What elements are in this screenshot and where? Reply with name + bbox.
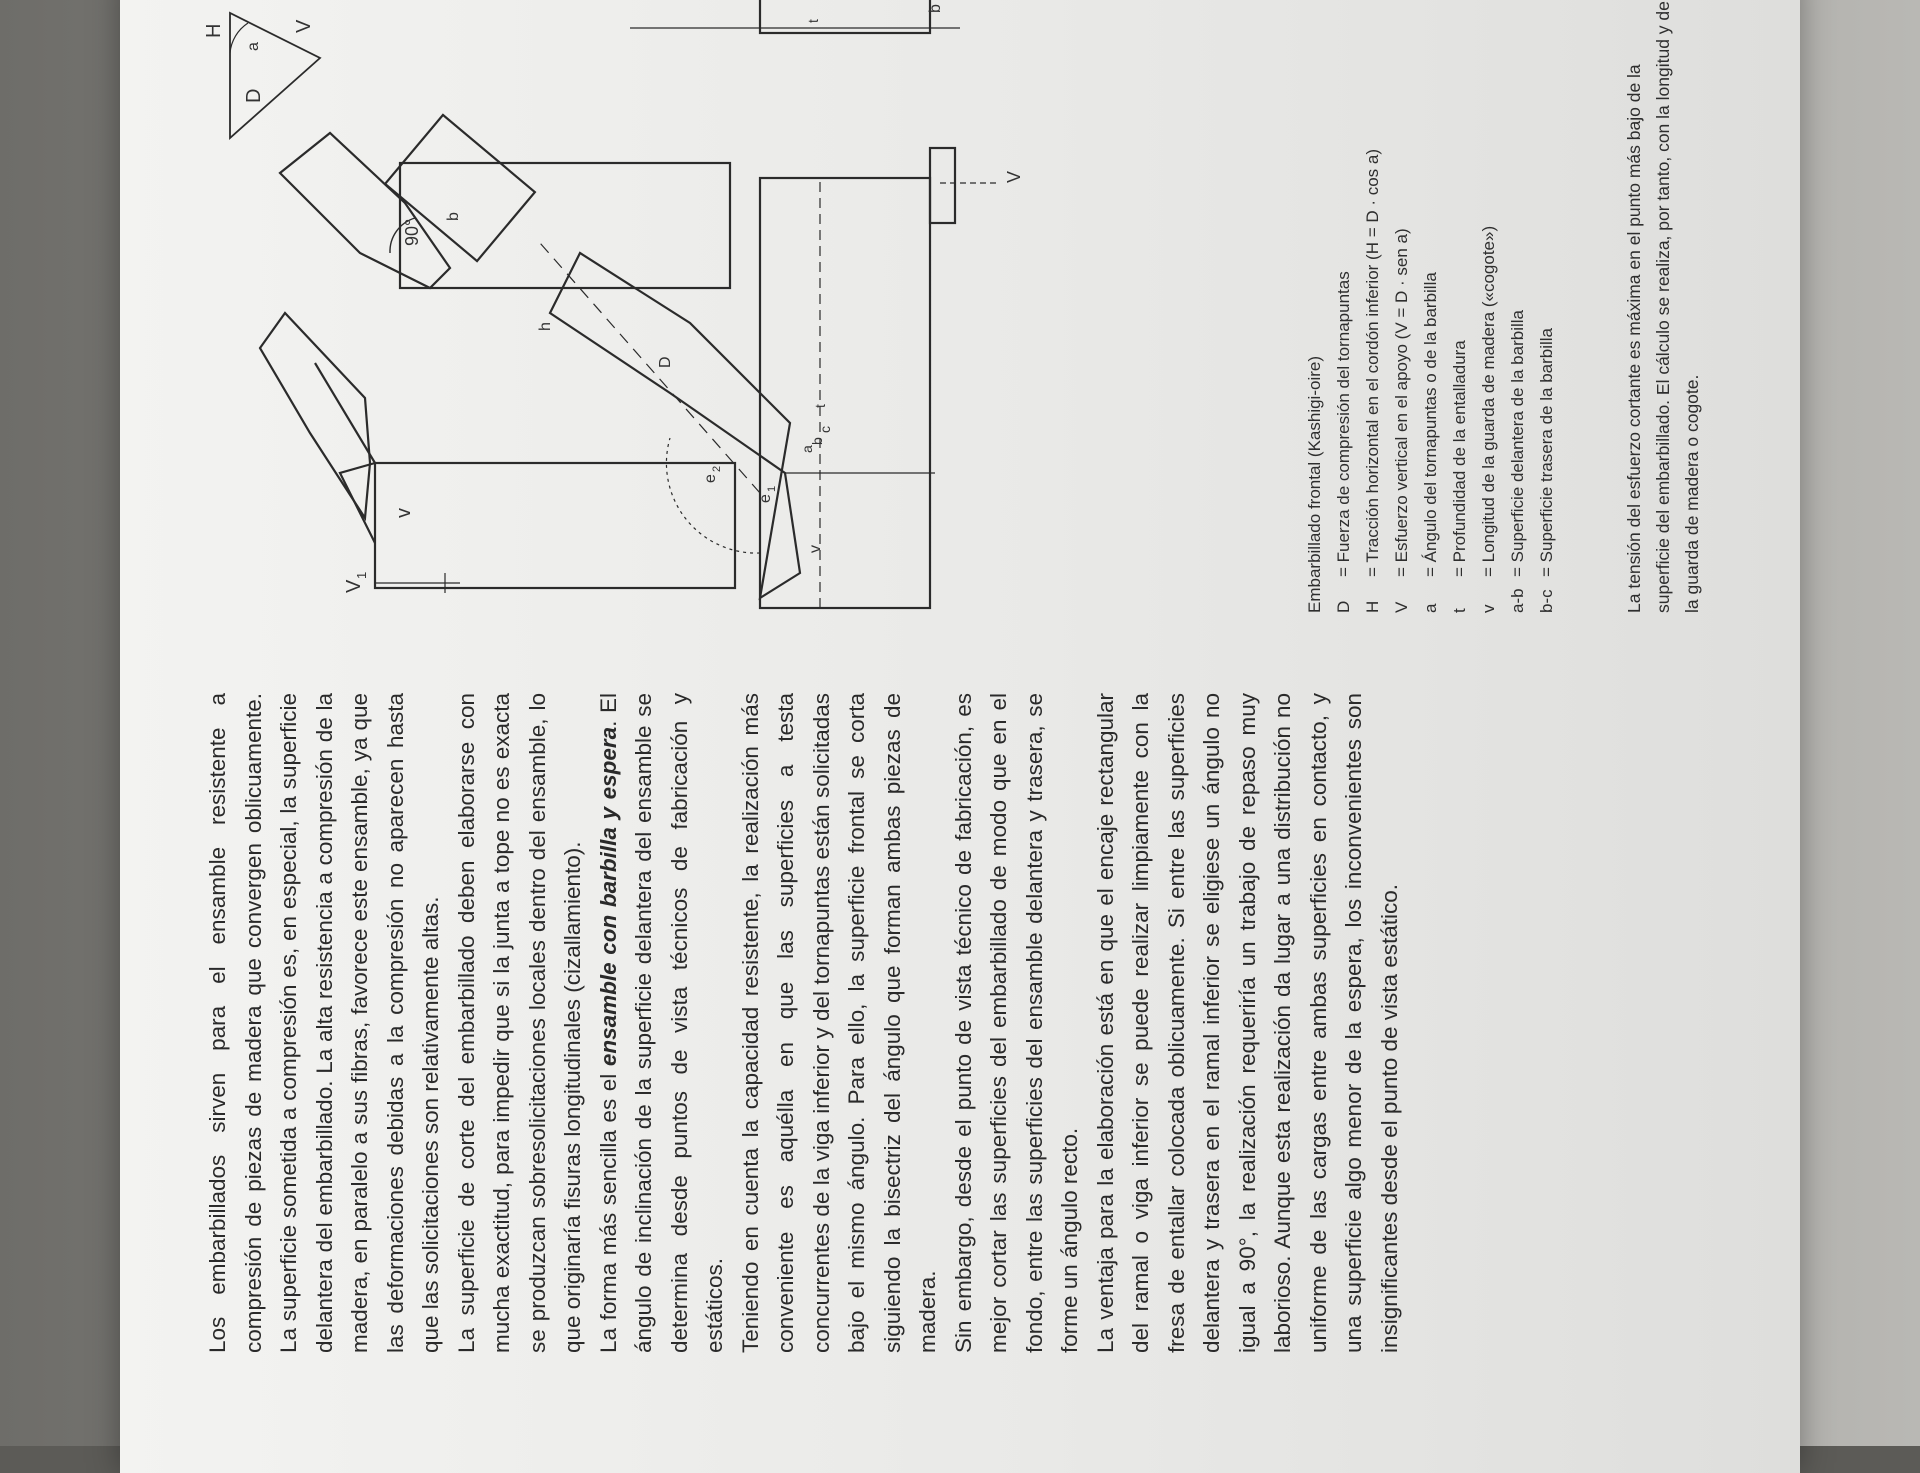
label-e2: e	[702, 474, 719, 483]
paragraph-2: La superficie de corte del embarbillado deben elaborarse con mucha exactitud, para impedir que si la junta a tope no es exacta se produzcan sobresolicitaciones locales dentro del ensamble, lo que originaría fisuras longitudinales (cizallamiento).	[453, 693, 585, 1353]
legend-symbol: D	[1334, 600, 1353, 613]
label-point-a: a	[799, 445, 815, 453]
label-v: v	[393, 508, 415, 518]
legend-text: = Superficie delantera de la barbilla	[1508, 310, 1527, 577]
book-page	[120, 0, 1800, 1473]
footnote: La tensión del esfuerzo cortante es máxima en el punto más bajo de la superficie del embarbillado. El cálculo se realiza, por tanto, con la longitud y de la guarda de madera o cogote.	[1624, 1, 1702, 613]
legend-text: = Tracción horizontal en el cordón inferior (H = D · cos a)	[1363, 148, 1382, 577]
legend-row	[1416, 13, 1445, 613]
label-v-force: V	[293, 19, 315, 33]
legend-symbol: V	[1392, 601, 1411, 613]
label-b-2: b	[927, 4, 944, 13]
label-h: H	[203, 23, 225, 38]
label-e1: e	[757, 494, 774, 503]
label-v1-sub: 1	[354, 571, 369, 579]
legend-symbol: v	[1479, 604, 1498, 613]
legend-row	[1474, 13, 1503, 613]
label-point-b: b	[809, 437, 825, 445]
paragraph-6: La ventaja para la elaboración está en que el encaje rectangular del ramal o viga inferior se puede realizar limpiamente con la fresa de entallar colocada oblicuamente. Si entre las superficies delantera y trasera en el ramal inferior se eligiese un ángulo no igual a 90°, la realización requeriría un trabajo de repaso muy laborioso. Aunque esta realización da lugar a una distribución no uniforme de las cargas entre ambas superficies en contacto, y una superficie algo menor de la espera, los inconvenientes son insignificantes desde el punto de vista estático.	[1092, 693, 1402, 1353]
joint-diagrams	[200, 4, 1290, 613]
legend-text: = Ángulo del tornapuntas o de la barbilla	[1421, 272, 1440, 577]
legend-row	[1387, 13, 1416, 613]
paragraph-4: Teniendo en cuenta la capacidad resistente, la realización más conveniente es aquélla en que las superficies a testa concurrentes de la viga inferior y del tornapuntas están solicitadas bajo el mismo ángulo. Para ello, la superficie frontal se corta siguiendo la bisectriz del ángulo que forman ambas piezas de madera.	[737, 693, 940, 1353]
legend-symbol: a	[1421, 603, 1440, 613]
figure-4-detail	[385, 0, 1000, 608]
figure-2-joint	[280, 133, 730, 288]
legend-row	[1532, 13, 1561, 613]
figure-1-joint	[260, 313, 735, 593]
label-t-2: t	[805, 19, 821, 23]
label-ninety: 90°	[402, 218, 422, 246]
legend-symbol: a-b	[1508, 588, 1527, 613]
paragraph-3	[591, 693, 733, 1353]
legend-text: = Longitud de la guarda de madera («cogote»)	[1479, 225, 1498, 577]
label-point-c: c	[817, 426, 833, 433]
legend-symbol: H	[1363, 600, 1382, 613]
body-text-column	[200, 693, 1407, 1353]
legend-row	[1503, 13, 1532, 613]
label-h-small: h	[537, 322, 554, 331]
label-t: t	[812, 404, 828, 408]
figures-column	[200, 4, 1290, 613]
legend-row	[1358, 13, 1387, 613]
label-e1-sub: 1	[766, 485, 778, 492]
paragraph-5: Sin embargo, desde el punto de vista técnico de fabricación, es mejor cortar las superficies del embarbillado de modo que en el fondo, entre las superficies del ensamble delantera y trasera, se forme un ángulo recto.	[950, 693, 1082, 1353]
label-e2-sub: 2	[711, 465, 723, 472]
caption-title: Embarbillado frontal (Kashigi-oire)	[1305, 355, 1324, 613]
paragraph-3-end: . El ángulo de inclinación de la superficie delantera del ensamble se determina desde puntos de vista técnicos de fabricación y estáticos.	[595, 693, 727, 1353]
paragraph-1: Los embarbillados sirven para el ensamble resistente a compresión de piezas de madera que convergen oblicuamente. La superficie sometida a compresión es, en especial, la superficie delantera del embarbillado. La alta resistencia a compresión de la madera, en paralelo a sus fibras, favorece este ensamble, ya que las deformaciones debidas a la compresión no aparecen hasta que las solicitaciones son relativamente altas.	[205, 693, 443, 1353]
legend-text: = Esfuerzo vertical en el apoyo (V = D · sen a)	[1392, 228, 1411, 577]
legend-text: = Fuerza de compresión del tornapuntas	[1334, 271, 1353, 577]
paragraph-3-bold: ensamble con barbilla y espera	[595, 726, 621, 1067]
label-alpha: a	[245, 42, 262, 51]
legend-row	[1329, 13, 1358, 613]
label-v1: V	[343, 579, 365, 593]
label-d-axis: D	[657, 356, 674, 368]
label-b: b	[445, 212, 462, 221]
figure-caption	[1300, 13, 1561, 613]
legend-symbol: b-c	[1537, 589, 1556, 613]
legend-text: = Superficie trasera de la barbilla	[1537, 328, 1556, 577]
legend-row	[1445, 13, 1474, 613]
label-v-low: v	[807, 545, 824, 553]
legend-symbol: t	[1450, 608, 1469, 613]
paragraph-3-start: La forma más sencilla es el	[595, 1066, 621, 1353]
label-d: D	[243, 88, 265, 103]
label-arrow-v: V	[1004, 170, 1024, 183]
legend-text: = Profundidad de la entalladura	[1450, 340, 1469, 577]
